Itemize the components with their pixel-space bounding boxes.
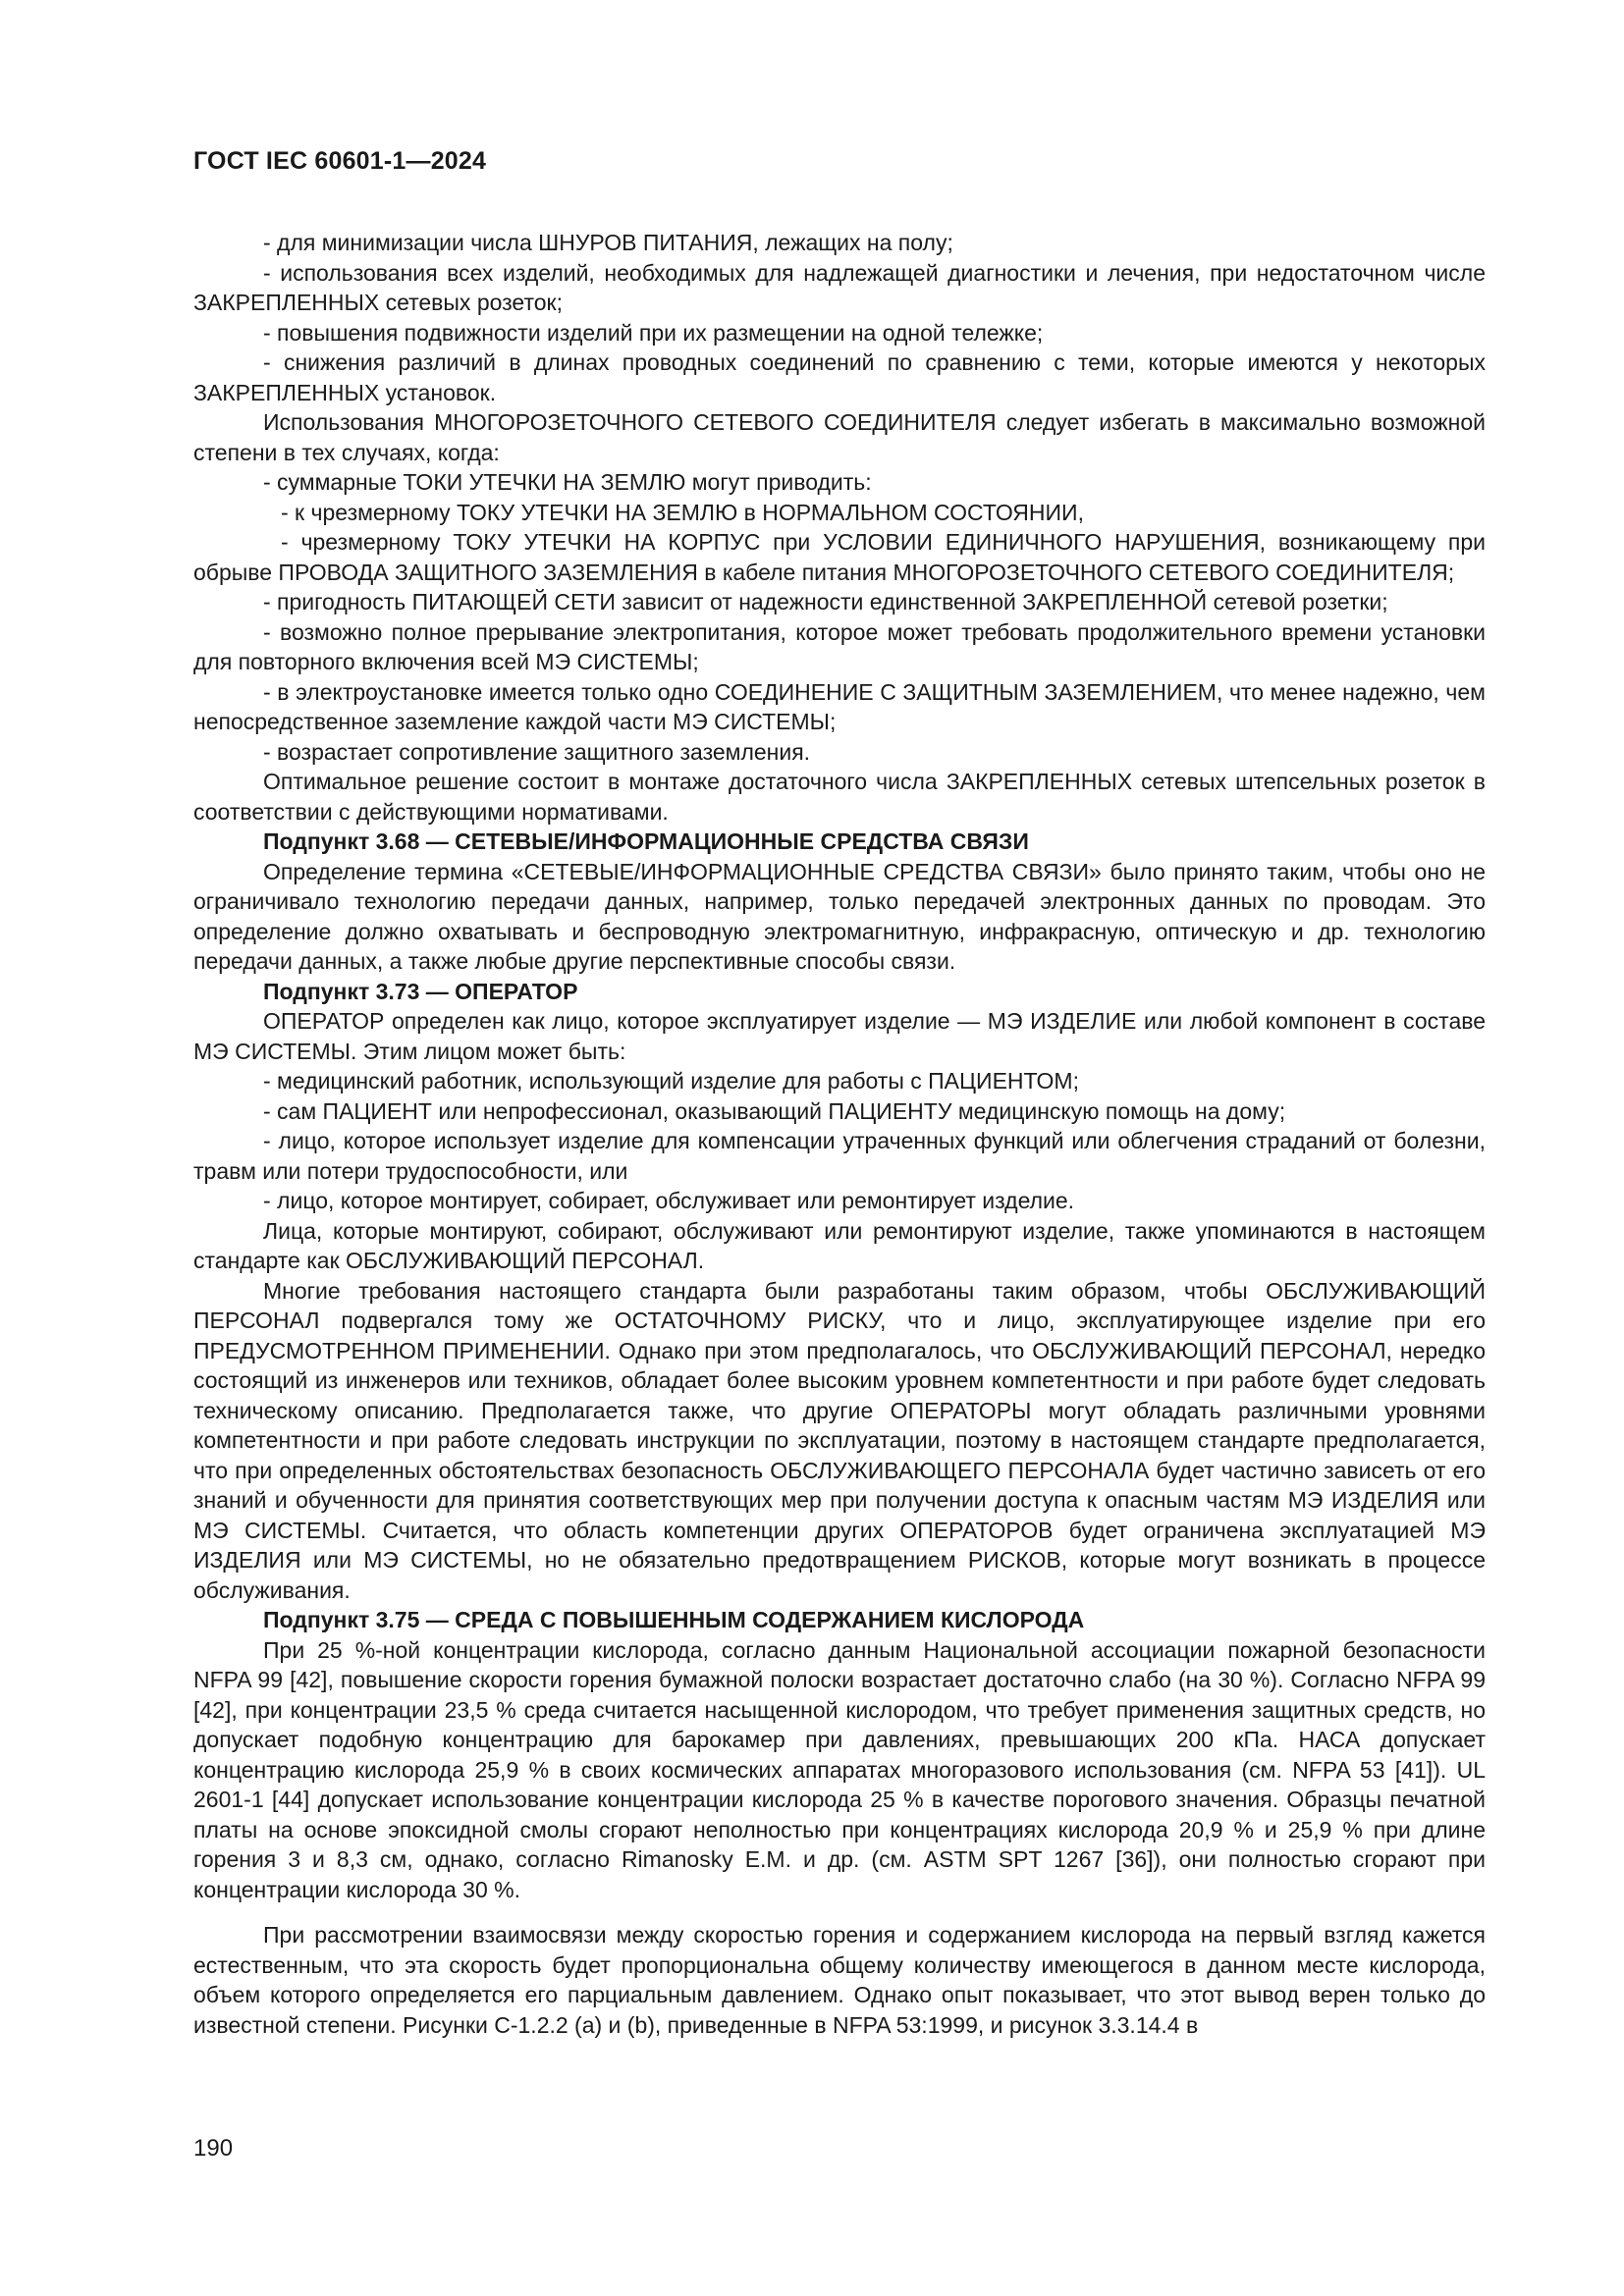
paragraph: При рассмотрении взаимосвязи между скоростью горения и содержанием кислорода на первый взгляд кажется естественным, что эта скорость будет пропорциональна общему количеству имеющегося в данном месте кислорода, объем которого определяется его парциальным давлением. Однако опыт показывает, что этот вывод верен только до известной степени. Рисунки С-1.2.2 (a) и (b), приведенные в NFPA 53:1999, и рисунок 3.3.14.4 в xyxy=(193,1922,1486,2038)
paragraph: При 25 %-ной концентрации кислорода, согласно данным Национальной ассоциации пожарной безопасности NFPA 99 [42], повышение скорости горения бумажной полоски возрастает достаточно слабо (на 30 %). Согласно NFPA 99 [42], при концентрации 23,5 % среда считается насыщенной кислородом, что требует применения защитных средств, но допускает подобную концентрацию для барокамер при давлениях, превышающих 200 кПа. НАСА допускает концентрацию кислорода 25,9 % в своих космических аппаратах многоразового использования (см. NFPA 53 [41]). UL 2601-1 [44] допускает использование концентрации кислорода 25 % в качестве порогового значения. Образцы печатной платы на основе эпоксидной смолы сгорают неполностью при концентрациях кислорода 20,9 % и 25,9 % при длине горения 3 и 8,3 см, однако, согласно Rimanosky E.M. и др. (см. ASTM SPT 1267 [36]), они полностью сгорают при концентрации кислорода 30 %. xyxy=(193,1636,1486,1902)
sub-list-item: - к чрезмерному ТОКУ УТЕЧКИ НА ЗЕМЛЮ в НОРМАЛЬНОМ СОСТОЯНИИ, xyxy=(281,499,1084,525)
list-item: - в электроустановке имеется только одно СОЕДИНЕНИЕ С ЗАЩИТНЫМ ЗАЗЕМЛЕНИЕМ, что менее надежно, чем непосредственное заземление каждой части МЭ СИСТЕМЫ; xyxy=(193,678,1486,734)
list-item: - пригодность ПИТАЮЩЕЙ СЕТИ зависит от надежности единственной ЗАКРЕПЛЕННОЙ сетевой розетки; xyxy=(263,589,1388,614)
page-number: 190 xyxy=(193,2135,234,2162)
list-item: - суммарные ТОКИ УТЕЧКИ НА ЗЕМЛЮ могут приводить: xyxy=(263,469,872,495)
list-item: - сам ПАЦИЕНТ или непрофессионал, оказывающий ПАЦИЕНТУ медицинскую помощь на дому; xyxy=(263,1097,1286,1124)
section-heading: Подпункт 3.75 — СРЕДА С ПОВЫШЕННЫМ СОДЕРЖАНИЕМ КИСЛОРОДА xyxy=(263,1607,1085,1632)
paragraph: Определение термина «СЕТЕВЫЕ/ИНФОРМАЦИОННЫЕ СРЕДСТВА СВЯЗИ» было принято таким, чтобы оно не ограничивало технологию передачи данных, например, только передачей электронных данных по проводам. Это определение должно охватывать и беспроводную электромагнитную, инфракрасную, оптическую и др. технологию передачи данных, а также любые другие перспективные способы связи. xyxy=(193,858,1486,974)
list-item: - лицо, которое монтирует, собирает, обслуживает или ремонтирует изделие. xyxy=(263,1188,1075,1213)
paragraph: Многие требования настоящего стандарта были разработаны таким образом, чтобы ОБСЛУЖИВАЮЩИЙ ПЕРСОНАЛ подвергался тому же ОСТАТОЧНОМУ РИСКУ, что и лицо, эксплуатирующее изделие при его ПРЕДУСМОТРЕННОМ ПРИМЕНЕНИИ. Однако при этом предполагалось, что ОБСЛУЖИВАЮЩИЙ ПЕРСОНАЛ, нередко состоящий из инженеров или техников, обладает более высоким уровнем компетентности и при работе будет следовать техническому описанию. Предполагается также, что другие ОПЕРАТОРЫ могут обладать различными уровнями компетентности и при работе следовать инструкции по эксплуатации, поэтому в настоящем стандарте предполагается, что при определенных обстоятельствах безопасность ОБСЛУЖИВАЮЩЕГО ПЕРСОНАЛА будет частично зависеть от его знаний и обученности для принятия соответствующих мер при получении доступа к опасным частям МЭ ИЗДЕЛИЯ или МЭ СИСТЕМЫ. Считается, что область компетенции других ОПЕРАТОРОВ будет ограничена эксплуатацией МЭ ИЗДЕЛИЯ или МЭ СИСТЕМЫ, но не обязательно предотвращением РИСКОВ, которые могут возникать в процессе обслуживания. xyxy=(193,1277,1486,1603)
paragraph: ОПЕРАТОР определен как лицо, которое эксплуатирует изделие — МЭ ИЗДЕЛИЕ или любой компонент в составе МЭ СИСТЕМЫ. Этим лицом может быть: xyxy=(193,1008,1486,1064)
list-item: - использования всех изделий, необходимых для надлежащей диагностики и лечения, при недостаточном числе ЗАКРЕПЛЕННЫХ сетевых розеток; xyxy=(193,259,1486,315)
paragraph: Оптимальное решение состоит в монтаже достаточного числа ЗАКРЕПЛЕННЫХ сетевых штепсельных розеток в соответствии с действующими нормативами. xyxy=(193,769,1486,825)
document-header: ГОСТ IEC 60601-1—2024 xyxy=(193,147,487,175)
paragraph: Использования МНОГОРОЗЕТОЧНОГО СЕТЕВОГО СОЕДИНИТЕЛЯ следует избегать в максимально возможной степени в тех случаях, когда: xyxy=(193,409,1486,465)
list-item: - повышения подвижности изделий при их размещении на одной тележке; xyxy=(263,319,1044,346)
document-body xyxy=(193,228,1486,2040)
list-item: - возрастает сопротивление защитного заземления. xyxy=(263,738,811,765)
list-item: - для минимизации числа ШНУРОВ ПИТАНИЯ, лежащих на полу; xyxy=(263,230,953,255)
list-item: - снижения различий в длинах проводных соединений по сравнению с теми, которые имеются у некоторых ЗАКРЕПЛЕННЫХ установок. xyxy=(193,349,1486,405)
list-item: - возможно полное прерывание электропитания, которое может требовать продолжительного времени установки для повторного включения всей МЭ СИСТЕМЫ; xyxy=(193,618,1486,674)
section-heading: Подпункт 3.73 — ОПЕРАТОР xyxy=(263,978,578,1004)
sub-list-item: - чрезмерному ТОКУ УТЕЧКИ НА КОРПУС при УСЛОВИИ ЕДИНИЧНОГО НАРУШЕНИЯ, возникающему при обрыве ПРОВОДА ЗАЩИТНОГО ЗАЗЕМЛЕНИЯ в кабеле питания МНОГОРОЗЕТОЧНОГО СЕТЕВОГО СОЕДИНИТЕЛЯ; xyxy=(193,529,1486,585)
paragraph: Лица, которые монтируют, собирают, обслуживают или ремонтируют изделие, также упоминаются в настоящем стандарте как ОБСЛУЖИВАЮЩИЙ ПЕРСОНАЛ. xyxy=(193,1217,1486,1273)
list-item: - медицинский работник, использующий изделие для работы с ПАЦИЕНТОМ; xyxy=(263,1068,1079,1094)
list-item: - лицо, которое использует изделие для компенсации утраченных функций или облегчения страданий от болезни, травм или потери трудоспособности, или xyxy=(193,1128,1486,1184)
section-heading: Подпункт 3.68 — СЕТЕВЫЕ/ИНФОРМАЦИОННЫЕ СРЕДСТВА СВЯЗИ xyxy=(263,828,1029,854)
